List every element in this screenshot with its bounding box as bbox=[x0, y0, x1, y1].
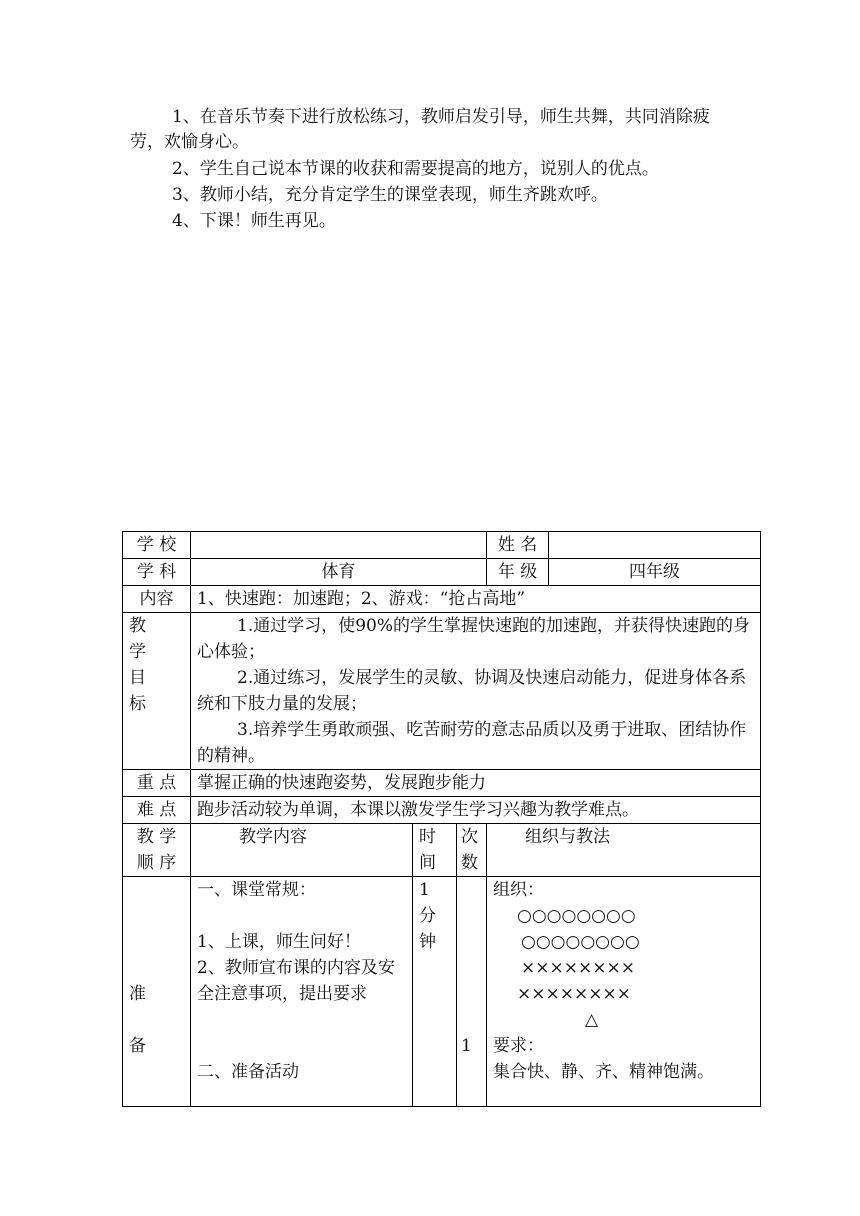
prep-row bbox=[123, 877, 761, 1107]
closing-note-4: 4、下课！师生再见。 bbox=[172, 211, 336, 231]
difficulty-label: 难 点 bbox=[123, 797, 191, 824]
prep-time bbox=[413, 877, 457, 1107]
closing-note-2: 2、学生自己说本节课的收获和需要提高的地方，说别人的优点。 bbox=[172, 159, 659, 179]
key-point-label: 重 点 bbox=[123, 770, 191, 797]
prep-item-routine: 一、课堂常规： bbox=[197, 880, 316, 900]
formation-row: ×××××××× bbox=[521, 958, 635, 978]
prep-count bbox=[457, 877, 487, 1107]
goals-cell bbox=[191, 613, 761, 770]
prep-time-line: 钟 bbox=[419, 932, 436, 952]
goals-label-char: 学 bbox=[129, 642, 146, 662]
subject-value: 体育 bbox=[191, 559, 487, 586]
name-value bbox=[549, 532, 761, 559]
closing-note-3: 3、教师小结，充分肯定学生的课堂表现，师生齐跳欢呼。 bbox=[172, 185, 608, 205]
header-count-line: 次 bbox=[461, 827, 478, 847]
prep-content bbox=[191, 877, 413, 1107]
content-value: 1、快速跑：加速跑；2、游戏：“抢占高地” bbox=[191, 586, 761, 613]
key-point-row bbox=[123, 770, 761, 797]
grade-label: 年 级 bbox=[487, 559, 549, 586]
closing-note-1: 1、在音乐节奏下进行放松练习，教师启发引导，师生共舞，共同消除疲劳，欢愉身心。 bbox=[130, 107, 710, 152]
content-row bbox=[123, 586, 761, 613]
header-order-line: 顺 序 bbox=[136, 853, 177, 873]
goals-label-char: 目 bbox=[129, 668, 146, 688]
goals-row bbox=[123, 613, 761, 770]
lesson-plan-table bbox=[122, 531, 761, 1107]
formation-row: ×××××××× bbox=[517, 984, 631, 1004]
header-time-line: 间 bbox=[419, 853, 436, 873]
prep-item-1: 1、上课，师生问好！ bbox=[197, 932, 361, 952]
prep-time-line: 1 bbox=[419, 880, 430, 900]
req-text: 集合快、静、齐、精神饱满。 bbox=[493, 1062, 715, 1082]
content-label: 内容 bbox=[123, 586, 191, 613]
subject-row bbox=[123, 559, 761, 586]
goal-3: 3.培养学生勇敢顽强、吃苦耐劳的意志品质以及勇于进取、团结协作的精神。 bbox=[197, 720, 747, 766]
subject-label: 学 科 bbox=[123, 559, 191, 586]
prep-item-warmup: 二、准备活动 bbox=[197, 1062, 299, 1082]
prep-method bbox=[487, 877, 761, 1107]
header-order-line: 教 学 bbox=[136, 827, 177, 847]
school-row bbox=[123, 532, 761, 559]
grade-value: 四年级 bbox=[549, 559, 761, 586]
formation-row: ○○○○○○○○ bbox=[517, 906, 636, 926]
goals-label-char: 标 bbox=[129, 694, 146, 714]
header-count bbox=[457, 824, 487, 877]
name-label: 姓 名 bbox=[487, 532, 549, 559]
key-point-value: 掌握正确的快速跑姿势，发展跑步能力 bbox=[191, 770, 761, 797]
req-label: 要求： bbox=[493, 1036, 545, 1056]
school-value bbox=[191, 532, 487, 559]
header-count-line: 数 bbox=[461, 853, 478, 873]
difficulty-value: 跑步活动较为单调，本课以激发学生学习兴趣为教学难点。 bbox=[191, 797, 761, 824]
prep-count-value: 1 bbox=[461, 1036, 472, 1056]
prep-item-2: 2、教师宣布课的内容及安全注意事项，提出要求 bbox=[197, 958, 395, 1004]
prep-stage-line: 准 bbox=[129, 984, 146, 1004]
goal-2: 2.通过练习，发展学生的灵敏、协调及快速启动能力，促进身体各系统和下肢力量的发展； bbox=[197, 668, 747, 714]
goals-label-char: 教 bbox=[129, 616, 146, 636]
difficulty-row bbox=[123, 797, 761, 824]
header-method: 组织与教法 bbox=[487, 824, 761, 877]
prep-time-line: 分 bbox=[419, 906, 436, 926]
column-header-row bbox=[123, 824, 761, 877]
school-label: 学 校 bbox=[123, 532, 191, 559]
org-label: 组织： bbox=[493, 880, 545, 900]
prep-stage-line: 备 bbox=[129, 1036, 146, 1056]
header-time-line: 时 bbox=[419, 827, 436, 847]
goals-label bbox=[123, 613, 191, 770]
header-content: 教学内容 bbox=[191, 824, 413, 877]
teacher-marker: △ bbox=[585, 1010, 599, 1030]
goal-1: 1.通过学习，使90%的学生掌握快速跑的加速跑，并获得快速跑的身心体验； bbox=[197, 616, 751, 662]
header-order bbox=[123, 824, 191, 877]
header-time bbox=[413, 824, 457, 877]
prep-stage bbox=[123, 877, 191, 1107]
formation-row: ○○○○○○○○ bbox=[521, 932, 640, 952]
